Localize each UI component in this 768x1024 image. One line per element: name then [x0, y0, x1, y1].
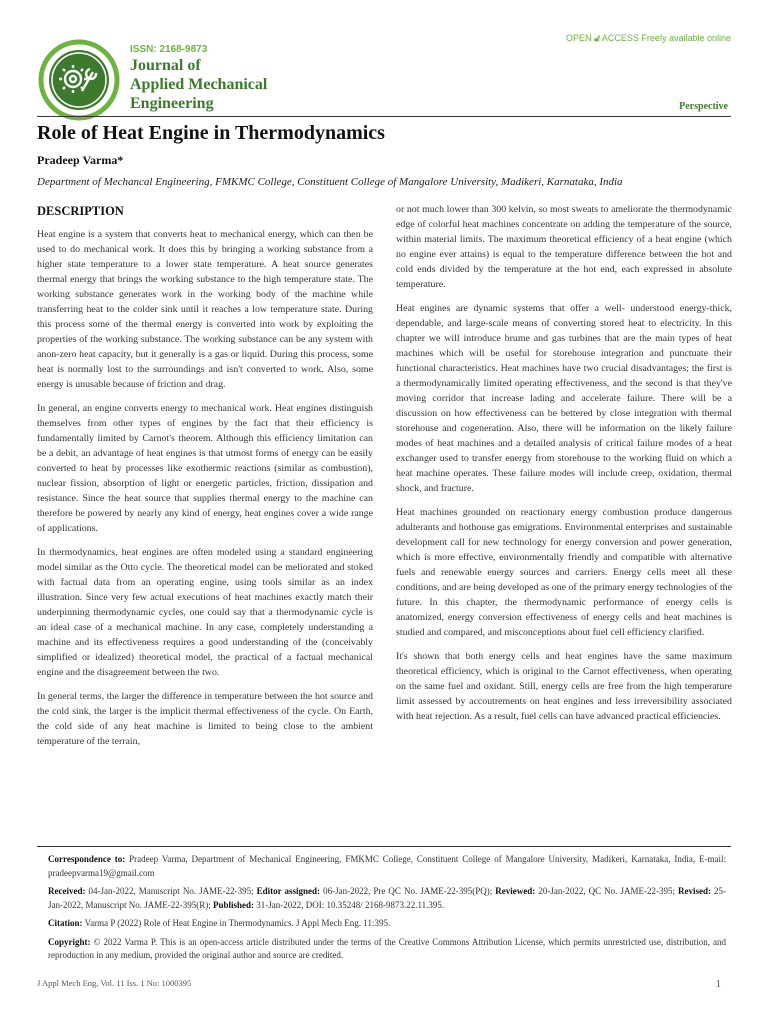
header-divider: [37, 116, 731, 117]
paragraph: In general, an engine converts energy to mechanical work. Heat engines distinguish themselves from other types of engines by the fact that their efficiency is fundamentally limited by Carnot's theorem. Although this efficiency limitation can be a debit, an advantage of heat engines is that utmost forms of energy can be easily converted to heat by processes like exothermic reactions (similar as combustion), nuclear fission, absorption of light or energetic particles, friction, dissipation and resistance. Since the heat source that supplies thermal energy to the machine can therefore be powered by nearly any kind of energy, heat engines cover a wide range of applications.: [37, 403, 373, 534]
journal-logo: [38, 39, 120, 121]
article-type: Perspective: [679, 101, 728, 112]
issn: ISSN: 2168-9873: [130, 44, 208, 55]
footer-divider: [37, 846, 731, 847]
paragraph: In general terms, the larger the difference in temperature between the hot source and the cold sink, the larger is the implicit thermal effectiveness of the cycle. On Earth, the cold side of any heat machine is limited to being close to the ambient temperature of the terrain,: [37, 691, 373, 747]
paragraph: Heat machines grounded on reactionary energy combustion produce dangerous adulterants and hothouse gas emigrations. Environmental enterprises and sustainable development call for new technology for energy conversion and power generation, which is more effective, environmentally friendly and compatible with alternative fuels and renewable energy sources and carriers. Energy cells meet all these conditions, and are being developed as one of the primary energy technologies of the future. In this chapter, the thermodynamic performance of energy cells is anatomized, energy conversion effectiveness of energy cells and heat machines is studied and compared, and misconceptions about fuel cell efficiency clarified.: [396, 507, 732, 638]
paragraph: In thermodynamics, heat engines are often modeled using a standard engineering model similar as the Otto cycle. The theoretical model can be meliorated and stoked with factual data from an operating engine, using tools similar as an index illustration. Since very few actual executions of heat machines exactly match their underpinning thermodynamic cycles, one could say that a thermodynamic cycle is an ideal case of a mechanical machine. In any case, completely understanding a machine and its effectiveness requires a good understanding of the (conceivably simplified or idealized) theoretical model, the practical of a factual mechanical engine and the disagreement between the two.: [37, 547, 373, 678]
paragraph: It's shown that both energy cells and heat engines have the same maximum theoretical efficiency, which is original to the Carnot effectiveness, when operating on the same fuel and oxidant. Still, energy cells are free from the high temperature limit assessed by accoutrements on heat engines and less irreversibility associated with heat rejection. As a result, fuel cells can have advanced practical efficiencies.: [396, 651, 732, 722]
left-column: [37, 204, 373, 758]
article-notes: [48, 853, 726, 968]
correspondence: Correspondence to: Pradeep Varma, Department of Mechanical Engineering, FMKMC College, Constituent College of Mangalore University, Madikeri, Karnataka, India, E-mail: pradeepvarma19@gmail.com: [48, 854, 726, 878]
page-footer: J Appl Mech Eng, Vol. 11 Iss. 1 No: 1000395: [37, 978, 192, 988]
journal-title: Journal of Applied Mechanical Engineering: [130, 57, 268, 112]
section-heading: DESCRIPTION: [37, 204, 124, 218]
right-column: [396, 202, 732, 733]
paragraph: Heat engines are dynamic systems that offer a well- understood energy-thick, dependable, and large-scale means of converting stored heat to electricity. In this chapter we will introduce brume and gas turbines that are the main types of heat machines which will be useful for storehouse integration and punctuate their functional characteristics. Heat machines have two crucial disadvantages; the first is a thermodynamically limited operating effectiveness, and the second is that they've moving corridor that increase lading and accelerate failure. There will be a discussion on how effectiveness can be bettered by close integration with thermal storehouse and cogeneration. Also, there will be information on the likely failure modes of heat machines and a detailed analysis of critical failure modes of a heat exchanger used to transfer energy from storehouse to the working fluid on which a heat machine operates. These failure modes will include creep, oxidation, thermal shock, and fracture.: [396, 303, 732, 494]
open-lock-icon: 🔓︎: [594, 33, 600, 43]
paragraph: or not much lower than 300 kelvin, so most sweats to ameliorate the thermodynamic edge of colorful heat machines concentrate on adding the temperature of the source, within material limits. The maximum theoretical efficiency of a heat engine (which no engine ever attains) is equal to the temperature difference between the hot and cold ends divided by the temperature at the hot end, each expressed in absolute temperature.: [396, 204, 732, 290]
open-access-badge: OPEN 🔓︎ ACCESS Freely available online: [566, 33, 731, 43]
author: Pradeep Varma*: [37, 153, 124, 167]
paragraph: Heat engine is a system that converts heat to mechanical energy, which can then be used to do mechanical work. It does this by bringing a working substance from a higher state temperature to a lower state temperature. A heat source generates thermal energy that brings the working substance to the high temperature state. The working substance generates work in the working body of the machine while transferring heat to the colder sink until it reaches a low temperature state. During this process some of the thermal energy is converted into work by exploiting the properties of the working substance. The working substance can be any system with anon-zero heat capacity, but it generally is a gas or liquid. During this process, some heat is normally lost to the surroundings and isn't converted to work. Also, some energy is unusable because of friction and drag.: [37, 229, 373, 390]
article-title: Role of Heat Engine in Thermodynamics: [37, 122, 385, 144]
page-number: 1: [715, 978, 721, 990]
citation: Citation: Varma P (2022) Role of Heat Engine in Thermodynamics. J Appl Mech Eng. 11:395.: [48, 918, 391, 928]
copyright: Copyright: © 2022 Varma P. This is an open-access article distributed under the terms of the Creative Commons Attribution License, which permits unrestricted use, distribution, and reproduction in any medium, provided the original author and source are credited.: [48, 936, 727, 960]
affiliation: Department of Mechancal Engineering, FMKMC College, Constituent College of Mangalore University, Madikeri, Karnataka, India: [37, 176, 623, 188]
dates: Received: 04-Jan-2022, Manuscript No. JAME-22-395; Editor assigned: 06-Jan-2022, Pre QC No. JAME-22-395(PQ); Reviewed: 20-Jan-2022, QC No. JAME-22-395; Revised: 25-Jan-2022, Manuscript No. JAME-22-395(R); Published: 31-Jan-2022, DOI: 10.35248/ 2168-9873.22.11.395.: [48, 886, 727, 910]
